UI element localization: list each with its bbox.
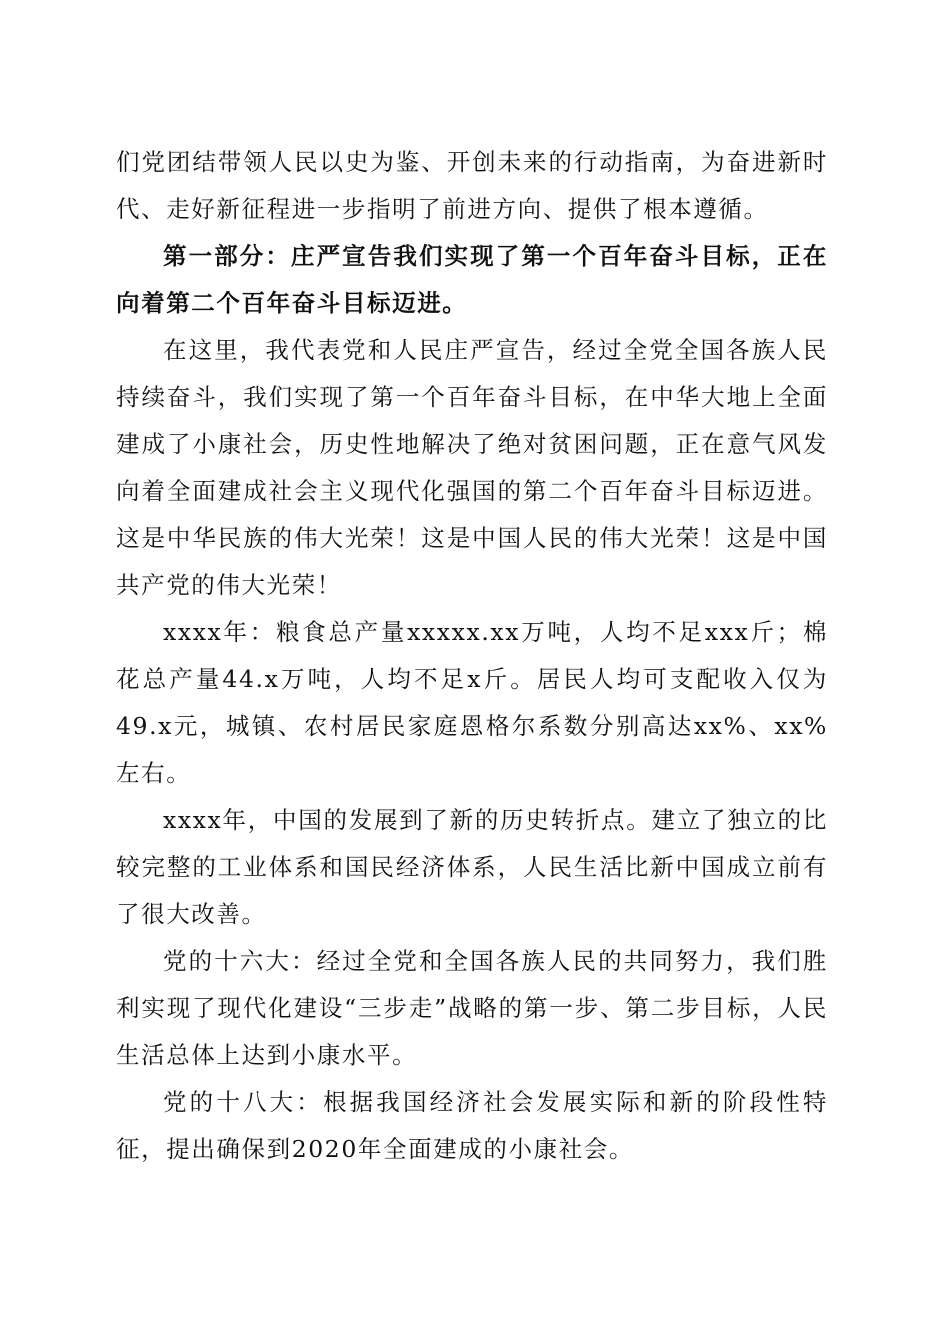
paragraph-intro-continued: 们党团结带领人民以史为鉴、开创未来的行动指南，为奋进新时代、走好新征程进一步指明了前进方向、提供了根本遵循。 (116, 148, 828, 223)
document-body (116, 139, 828, 1173)
paragraph-statistics: xxxx年：粮食总产量xxxxx.xx万吨，人均不足xxx斤；棉花总产量44.x万吨，人均不足x斤。居民人均可支配收入仅为49.x元，城镇、农村居民家庭恩格尔系数分别高达xx%、xx%左右。 (116, 618, 828, 787)
paragraph-declaration: 在这里，我代表党和人民庄严宣告，经过全党全国各族人民持续奋斗，我们实现了第一个百年奋斗目标，在中华大地上全面建成了小康社会，历史性地解决了绝对贫困问题，正在意气风发向着全面建成社会主义现代化强国的第二个百年奋斗目标迈进。这是中华民族的伟大光荣！这是中国人民的伟大光荣！这是中国共产党的伟大光荣！ (116, 336, 828, 599)
paragraph-eighteenth-congress: 党的十八大：根据我国经济社会发展实际和新的阶段性特征，提出确保到2020年全面建成的小康社会。 (116, 1088, 828, 1163)
paragraph-turning-point: xxxx年，中国的发展到了新的历史转折点。建立了独立的比较完整的工业体系和国民经济体系，人民生活比新中国成立前有了很大改善。 (116, 806, 828, 928)
section-heading-part-one: 第一部分：庄严宣告我们实现了第一个百年奋斗目标，正在向着第二个百年奋斗目标迈进。 (116, 242, 828, 317)
paragraph-sixteenth-congress: 党的十六大：经过全党和全国各族人民的共同努力，我们胜利实现了现代化建设“三步走”战略的第一步、第二步目标，人民生活总体上达到小康水平。 (116, 947, 828, 1069)
